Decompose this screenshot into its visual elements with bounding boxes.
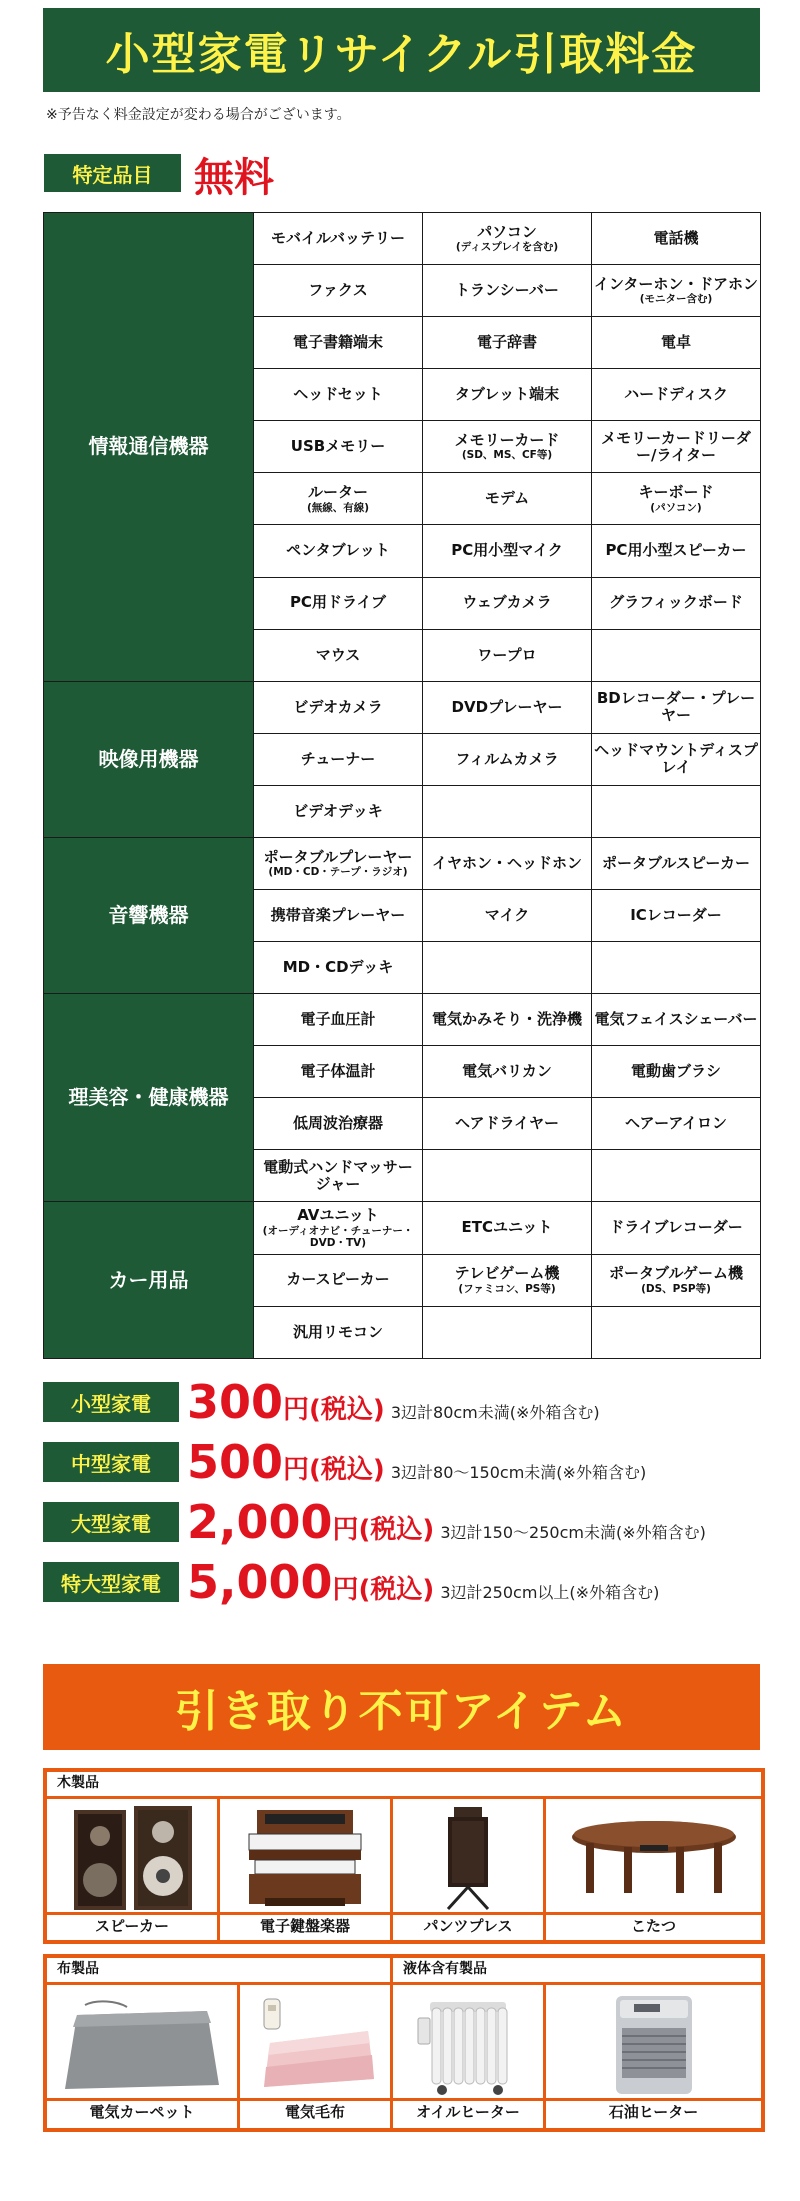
item-note: (DS、PSP等) (641, 1282, 711, 1295)
item-cell (254, 525, 423, 577)
item-name: PC用小型スピーカー (605, 541, 747, 560)
item-name: PC用小型マイク (451, 541, 563, 560)
item-name: テレビゲーム機 (454, 1264, 560, 1283)
item-cell (254, 629, 423, 681)
item-name: マイク (484, 905, 530, 924)
item-name: BDレコーダー・プレーヤー (596, 688, 756, 725)
item-cell (592, 785, 761, 837)
item-cell (254, 681, 423, 733)
kerosene-heater-caption: 石油ヒーター (546, 2098, 761, 2125)
item-cell (592, 421, 761, 473)
size-label: 大型家電 (43, 1502, 179, 1542)
item-oil-heater (393, 1985, 543, 2125)
item-name: チューナー (300, 749, 376, 768)
item-cell (423, 1046, 592, 1098)
item-name: ドライブレコーダー (609, 1218, 743, 1237)
wood-products-box (43, 1768, 765, 1944)
price-tax: (税込) (358, 1515, 435, 1545)
price-value (187, 1495, 706, 1549)
item-cell (254, 890, 423, 942)
item-cell (592, 681, 761, 733)
electronic-keyboard-image (220, 1799, 390, 1915)
not-accepted-title: 引き取り不可アイテム (174, 1686, 629, 1737)
price-row (43, 1375, 783, 1429)
speaker-caption: スピーカー (47, 1912, 217, 1939)
kotatsu-caption: こたつ (546, 1912, 761, 1939)
item-cell (423, 1306, 592, 1358)
item-cell (423, 213, 592, 265)
item-cell (423, 629, 592, 681)
item-name: PC用ドライブ (289, 593, 387, 612)
size-label: 特大型家電 (43, 1562, 179, 1602)
table-row (44, 1202, 761, 1254)
price-value (187, 1375, 600, 1429)
title-banner (43, 8, 760, 92)
item-cell (254, 1046, 423, 1098)
item-name: メモリーカードリーダー/ライター (601, 428, 751, 464)
price-amount: 300 (187, 1375, 284, 1429)
item-name: USBメモリー (290, 437, 386, 456)
item-cell (592, 733, 761, 785)
item-name: ファクス (308, 280, 368, 299)
item-cell (423, 1202, 592, 1254)
item-name: イヤホン・ヘッドホン (431, 853, 582, 872)
item-cell (592, 1254, 761, 1306)
price-row (43, 1555, 783, 1609)
category-label: 理美容・健康機器 (44, 994, 254, 1202)
item-name: ルーター (307, 483, 368, 502)
item-cell (423, 265, 592, 317)
item-cell (254, 733, 423, 785)
item-name: カースピーカー (286, 1270, 390, 1289)
item-cell (254, 1254, 423, 1306)
item-kotatsu (546, 1799, 761, 1939)
item-electric-blanket (240, 1985, 390, 2125)
item-name: ワープロ (477, 645, 537, 664)
item-cell (423, 837, 592, 889)
not-accepted-banner (43, 1664, 760, 1750)
item-note: (モニター含む) (639, 293, 713, 306)
item-name: 汎用リモコン (292, 1322, 383, 1341)
item-cell (423, 577, 592, 629)
item-cell (254, 1098, 423, 1150)
price-unit: 円 (332, 1515, 359, 1545)
item-cell (592, 265, 761, 317)
size-note: 3辺計80cm未満(※外箱含む) (390, 1403, 600, 1422)
price-tax: (税込) (309, 1395, 385, 1425)
item-name: マウス (315, 645, 361, 664)
price-unit: 円 (283, 1455, 310, 1485)
item-cell (423, 733, 592, 785)
category-label: カー用品 (44, 1202, 254, 1358)
item-electric-carpet (47, 1985, 237, 2125)
item-cell (592, 369, 761, 421)
item-cell (254, 1202, 423, 1254)
item-speaker (47, 1799, 217, 1939)
item-note: (MD・CD・テープ・ラジオ) (268, 866, 408, 879)
trouser-press-caption: パンツプレス (393, 1912, 543, 1939)
item-name: グラフィックボード (609, 593, 743, 612)
item-cell (423, 1098, 592, 1150)
item-cell (423, 369, 592, 421)
price-notice: ※予告なく料金設定が変わる場合がございます。 (46, 107, 351, 123)
item-name: AVユニット (297, 1206, 379, 1225)
item-name: 電卓 (660, 333, 691, 352)
item-name: トランシーバー (455, 280, 559, 299)
item-cell (423, 942, 592, 994)
item-note: (ファミコン、PS等) (458, 1282, 556, 1295)
item-cell (423, 1254, 592, 1306)
item-cell (423, 1150, 592, 1202)
item-cell (254, 265, 423, 317)
item-name: 携帯音楽プレーヤー (270, 905, 406, 924)
size-note: 3辺計150～250cm未満(※外箱含む) (440, 1523, 706, 1542)
free-label: 無料 (194, 155, 274, 201)
item-name: 電話機 (653, 228, 699, 247)
item-cell (592, 525, 761, 577)
electric-carpet-image (47, 1985, 237, 2101)
trouser-press-image (393, 1799, 543, 1915)
item-name: ビデオカメラ (293, 697, 383, 716)
size-label: 小型家電 (43, 1382, 179, 1422)
item-cell (592, 473, 761, 525)
size-note: 3辺計80～150cm未満(※外箱含む) (390, 1463, 647, 1482)
item-name: ヘアーアイロン (624, 1114, 727, 1133)
price-value (187, 1555, 660, 1609)
oil-heater-caption: オイルヒーター (393, 2098, 543, 2125)
item-name: ハードディスク (624, 385, 728, 404)
page-title: 小型家電リサイクル引取料金 (105, 29, 698, 80)
speaker-image (47, 1799, 217, 1915)
price-amount: 5,000 (187, 1555, 333, 1609)
price-amount: 500 (187, 1435, 284, 1489)
item-cell (592, 577, 761, 629)
size-note: 3辺計250cm以上(※外箱含む) (440, 1583, 660, 1602)
item-cell (592, 213, 761, 265)
item-cell (254, 473, 423, 525)
item-cell (254, 421, 423, 473)
table-row (44, 837, 761, 889)
item-name: ポータブルプレーヤー (263, 847, 413, 866)
item-cell (254, 317, 423, 369)
price-unit: 円 (283, 1395, 310, 1425)
item-name: 電動式ハンドマッサージャー (263, 1157, 413, 1193)
item-name: ポータブルスピーカー (601, 853, 751, 872)
item-name: ETCユニット (461, 1218, 553, 1237)
item-electronic-keyboard (220, 1799, 390, 1939)
item-cell (254, 994, 423, 1046)
kotatsu-image (546, 1799, 761, 1915)
item-cell (592, 1150, 761, 1202)
item-name: DVDプレーヤー (451, 697, 563, 716)
item-name: ウェブカメラ (462, 593, 552, 612)
item-name: ヘアドライヤー (454, 1114, 560, 1133)
item-cell (254, 369, 423, 421)
item-name: モデム (484, 489, 530, 508)
category-label: 情報通信機器 (44, 213, 254, 682)
item-name: ポータブルゲーム機 (608, 1264, 744, 1283)
item-cell (592, 317, 761, 369)
item-name: パソコン (477, 222, 537, 241)
item-cell (592, 1202, 761, 1254)
electric-blanket-image (240, 1985, 390, 2101)
item-cell (254, 837, 423, 889)
item-name: メモリーカード (454, 431, 560, 450)
item-name: 低周波治療器 (292, 1114, 383, 1133)
item-cell (592, 994, 761, 1046)
item-name: インターホン・ドアホン (594, 274, 758, 293)
item-cell (254, 1150, 423, 1202)
price-tax: (税込) (358, 1575, 435, 1605)
item-note: (オーディオナビ・チューナー・DVD・TV) (262, 1224, 414, 1249)
electronic-keyboard-caption: 電子鍵盤楽器 (220, 1912, 390, 1939)
item-name: 電子辞書 (476, 333, 537, 352)
item-name: MD・CDデッキ (282, 958, 394, 976)
item-note: (SD、MS、CF等) (461, 449, 553, 462)
category-label: 音響機器 (44, 837, 254, 993)
item-name: ICレコーダー (630, 905, 722, 924)
item-cell (254, 942, 423, 994)
item-cell (423, 785, 592, 837)
item-name: 電子血圧計 (300, 1010, 376, 1029)
cloth-products-header: 布製品 (57, 1961, 99, 1977)
item-name: モバイルバッテリー (271, 228, 405, 247)
specific-items-badge: 特定品目 (44, 154, 181, 192)
item-cell (423, 421, 592, 473)
item-cell (254, 785, 423, 837)
item-name: 電気バリカン (462, 1062, 552, 1081)
item-name: ビデオデッキ (293, 801, 383, 820)
item-name: 電子書籍端末 (292, 333, 383, 352)
table-row (44, 681, 761, 733)
cloth-liquid-box (43, 1954, 765, 2132)
item-cell (423, 681, 592, 733)
item-cell (592, 890, 761, 942)
item-cell (254, 1306, 423, 1358)
item-cell (423, 890, 592, 942)
item-name: キーボード (638, 483, 714, 502)
item-name: ヘッドセット (293, 385, 383, 404)
table-row (44, 213, 761, 265)
item-cell (592, 1098, 761, 1150)
item-name: フィルムカメラ (455, 749, 559, 768)
item-note: (無線、有線) (306, 501, 370, 514)
item-cell (423, 473, 592, 525)
item-cell (592, 629, 761, 681)
item-cell (592, 837, 761, 889)
item-cell (592, 942, 761, 994)
free-items-table (43, 212, 761, 1359)
item-name: 電子体温計 (300, 1062, 376, 1081)
kerosene-heater-image (546, 1985, 761, 2101)
electric-blanket-caption: 電気毛布 (240, 2098, 390, 2125)
item-cell (254, 213, 423, 265)
category-label: 映像用機器 (44, 681, 254, 837)
size-label: 中型家電 (43, 1442, 179, 1482)
price-tax: (税込) (309, 1455, 385, 1485)
price-amount: 2,000 (187, 1495, 333, 1549)
item-name: ペンタブレット (286, 541, 390, 560)
item-cell (423, 317, 592, 369)
item-cell (423, 994, 592, 1046)
item-cell (254, 577, 423, 629)
liquid-products-header: 液体含有製品 (403, 1961, 487, 1977)
item-kerosene-heater (546, 1985, 761, 2125)
item-cell (592, 1306, 761, 1358)
electric-carpet-caption: 電気カーペット (47, 2098, 237, 2125)
wood-products-header: 木製品 (57, 1775, 99, 1791)
item-name: 電気フェイスシェーバー (594, 1010, 758, 1029)
item-name: 電気かみそり・洗浄機 (431, 1010, 582, 1029)
item-cell (423, 525, 592, 577)
item-note: (パソコン) (650, 501, 702, 514)
price-row (43, 1495, 783, 1549)
item-cell (592, 1046, 761, 1098)
table-row (44, 994, 761, 1046)
item-name: タブレット端末 (454, 385, 560, 404)
item-name: 電動歯ブラシ (630, 1062, 721, 1081)
item-name: ヘッドマウントディスプレイ (594, 741, 758, 777)
price-row (43, 1435, 783, 1489)
item-note: (ディスプレイを含む) (455, 241, 559, 254)
price-unit: 円 (332, 1575, 359, 1605)
item-trouser-press (393, 1799, 543, 1939)
oil-heater-image (393, 1985, 543, 2101)
price-value (187, 1435, 647, 1489)
